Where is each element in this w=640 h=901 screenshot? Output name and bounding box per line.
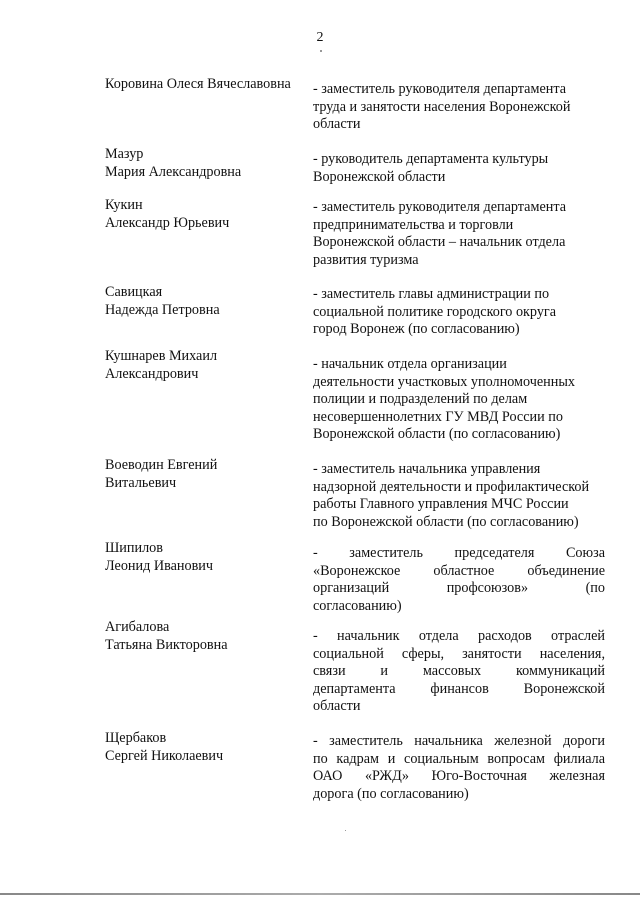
person-role-line: труда и занятости населения Воронежской — [313, 98, 571, 115]
person-role-line: Воронежской области (по согласованию) — [313, 426, 561, 443]
person-role-line: - начальник отдела расходов отраслей — [313, 628, 605, 644]
person-role — [313, 461, 605, 531]
person-name-line: Савицкая — [105, 284, 163, 300]
person-role-line: Воронежской области — [313, 168, 446, 185]
person-role-line: области — [313, 116, 361, 133]
person-role-line: согласованию) — [313, 597, 402, 614]
person-name-line: Мария Александровна — [105, 163, 242, 180]
person-role — [313, 151, 605, 186]
person-role — [313, 286, 605, 339]
person-role-line: работы Главного управления МЧС России — [313, 496, 569, 513]
person-name-line: Щербаков — [105, 730, 167, 746]
person-name-line: Кукин — [105, 197, 143, 213]
person-role-line: организаций профсоюзов» (по — [313, 580, 605, 597]
person-role — [313, 199, 605, 269]
person-role — [313, 545, 605, 615]
person-role-line: - заместитель руководителя департамента — [313, 81, 567, 97]
person-role-line: - руководитель департамента культуры — [313, 151, 549, 167]
scan-speck — [320, 50, 322, 52]
person-role-line: несовершеннолетних ГУ МВД России по — [313, 408, 563, 425]
person-role-line: - заместитель начальника управления — [313, 461, 541, 477]
person-name — [105, 348, 310, 383]
person-name-line: Шипилов — [105, 540, 163, 556]
person-role-line: Воронежской области – начальник отдела — [313, 234, 566, 251]
person-role-line: - заместитель председателя Союза — [313, 545, 605, 561]
person-role-line: социальной политике городского округа — [313, 303, 557, 320]
person-name-line: Надежда Петровна — [105, 301, 220, 318]
person-name-line: Витальевич — [105, 474, 177, 491]
person-name-line: Сергей Николаевич — [105, 747, 224, 764]
person-role-line: области — [313, 698, 361, 715]
person-name-line: Александр Юрьевич — [105, 214, 230, 231]
person-role-line: социальной сферы, занятости населения, — [313, 645, 605, 662]
person-role-line: - начальник отдела организации — [313, 356, 507, 372]
person-name — [105, 146, 310, 181]
person-role-line: полиции и подразделений по делам — [313, 391, 528, 408]
person-name — [105, 76, 310, 94]
scan-speck — [345, 830, 346, 831]
person-role-line: «Воронежское областное объединение — [313, 562, 605, 579]
person-role-line: по Воронежской области (по согласованию) — [313, 513, 579, 530]
person-name-line: Татьяна Викторовна — [105, 636, 228, 653]
person-role-line: развития туризма — [313, 251, 419, 268]
person-name-line: Коровина Олеся Вячеславовна — [105, 76, 291, 92]
person-name — [105, 284, 310, 319]
person-role — [313, 356, 605, 444]
person-role-line: предпринимательства и торговли — [313, 216, 514, 233]
person-role — [313, 733, 605, 803]
person-role-line: деятельности участковых уполномоченных — [313, 373, 575, 390]
person-role-line: департамента финансов Воронежской — [313, 680, 605, 697]
person-name-line: Мазур — [105, 146, 144, 162]
page-number: 2 — [316, 30, 324, 45]
person-role-line: по кадрам и социальным вопросам филиала — [313, 750, 605, 767]
person-name — [105, 730, 310, 765]
person-name — [105, 457, 310, 492]
person-role-line: связи и массовых коммуникаций — [313, 663, 605, 680]
person-name — [105, 197, 310, 232]
person-role-line: дорога (по согласованию) — [313, 785, 469, 802]
person-name — [105, 540, 310, 575]
person-role-line: надзорной деятельности и профилактической — [313, 478, 590, 495]
person-name-line: Агибалова — [105, 619, 170, 635]
person-role — [313, 628, 605, 716]
person-name-line: Леонид Иванович — [105, 557, 214, 574]
person-role-line: - заместитель руководителя департамента — [313, 199, 567, 215]
scan-edge-line — [0, 893, 640, 895]
person-role-line: ОАО «РЖД» Юго-Восточная железная — [313, 768, 605, 785]
person-name — [105, 619, 310, 654]
person-name-line: Кушнарев Михаил — [105, 348, 218, 364]
person-name-line: Александрович — [105, 365, 199, 382]
person-role-line: - заместитель начальника железной дороги — [313, 733, 605, 749]
person-name-line: Воеводин Евгений — [105, 457, 218, 473]
person-role — [313, 81, 605, 134]
person-role-line: город Воронеж (по согласованию) — [313, 321, 520, 338]
person-role-line: - заместитель главы администрации по — [313, 286, 550, 302]
